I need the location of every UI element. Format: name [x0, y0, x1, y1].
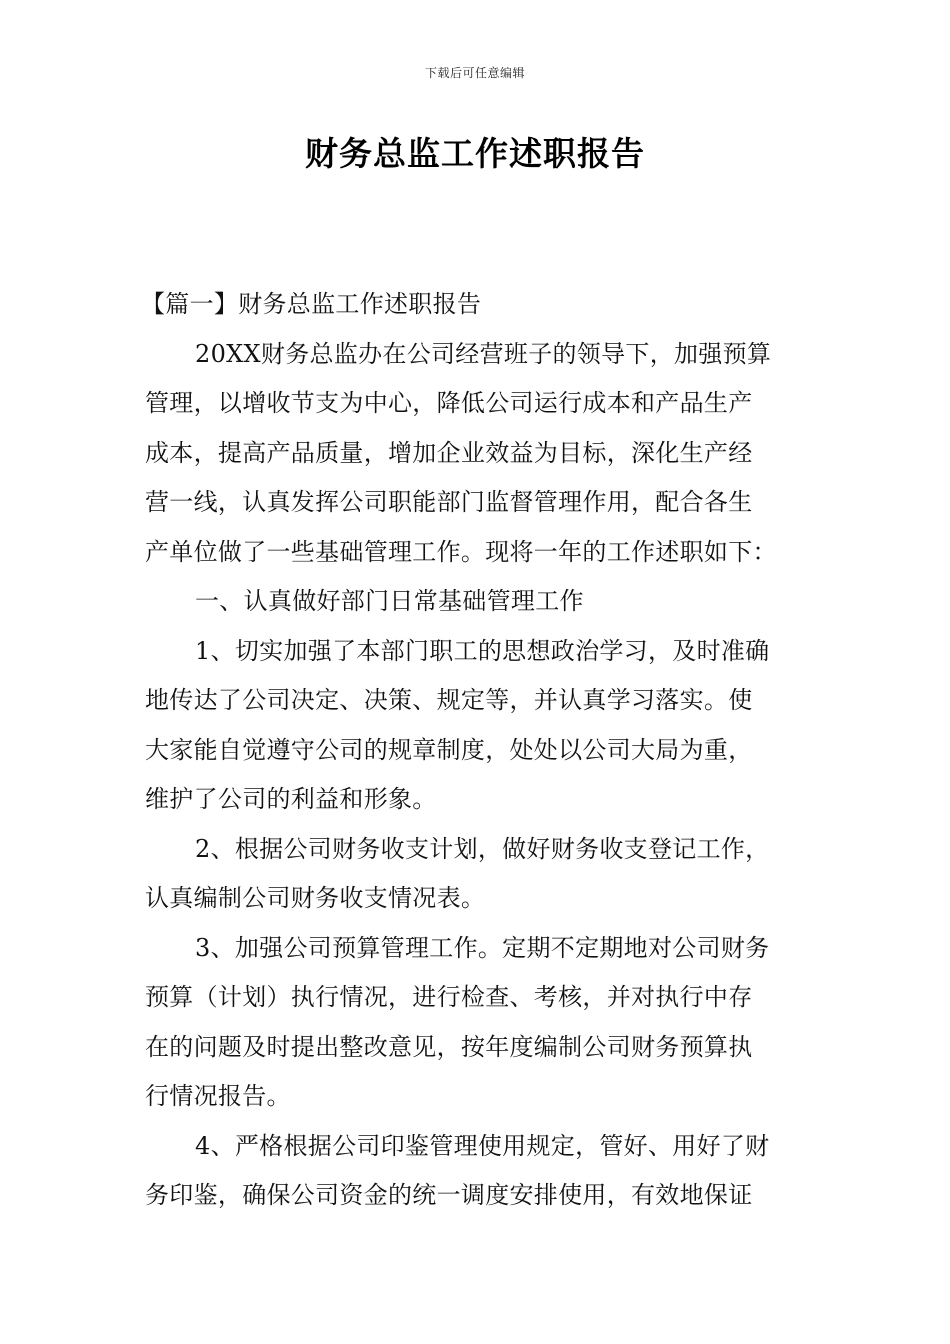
- header-note: 下载后可任意编辑: [424, 66, 525, 80]
- section-heading: 【篇一】财务总监工作述职报告: [141, 290, 482, 318]
- paragraph-line: 3、加强公司预算管理工作。定期不定期地对公司财务: [195, 933, 770, 962]
- paragraph-line: 管理，以增收节支为中心，降低公司运行成本和产品生产: [145, 389, 753, 417]
- paragraph-line: 预算（计划）执行情况，进行检查、考核，并对执行中存: [145, 983, 753, 1011]
- document-title: 财务总监工作述职报告: [305, 134, 645, 173]
- paragraph-line: 大家能自觉遵守公司的规章制度，处处以公司大局为重，: [145, 735, 753, 764]
- paragraph-line: 4、严格根据公司印鉴管理使用规定，管好、用好了财: [195, 1131, 770, 1160]
- document-body: [141, 280, 805, 1221]
- subsection-heading: 一、认真做好部门日常基础管理工作: [195, 587, 584, 615]
- paragraph-line: 20XX财务总监办在公司经营班子的领导下，加强预算: [195, 339, 772, 368]
- paragraph-line: 务印鉴，确保公司资金的统一调度安排使用，有效地保证: [145, 1181, 753, 1209]
- paragraph-line: 地传达了公司决定、决策、规定等，并认真学习落实。使: [145, 686, 753, 714]
- paragraph-line: 产单位做了一些基础管理工作。现将一年的工作述职如下：: [145, 537, 777, 566]
- paragraph-line: 2、根据公司财务收支计划，做好财务收支登记工作，: [195, 834, 770, 863]
- paragraph-line: 行情况报告。: [145, 1082, 291, 1110]
- paragraph-line: 1、切实加强了本部门职工的思想政治学习，及时准确: [195, 636, 770, 665]
- paragraph-line: 维护了公司的利益和形象。: [145, 785, 437, 813]
- paragraph-line: 成本，提高产品质量，增加企业效益为目标，深化生产经: [145, 438, 753, 467]
- paragraph-line: 营一线，认真发挥公司职能部门监督管理作用，配合各生: [145, 488, 753, 516]
- paragraph-line: 认真编制公司财务收支情况表。: [145, 884, 486, 912]
- paragraph-line: 在的问题及时提出整改意见，按年度编制公司财务预算执: [145, 1032, 753, 1061]
